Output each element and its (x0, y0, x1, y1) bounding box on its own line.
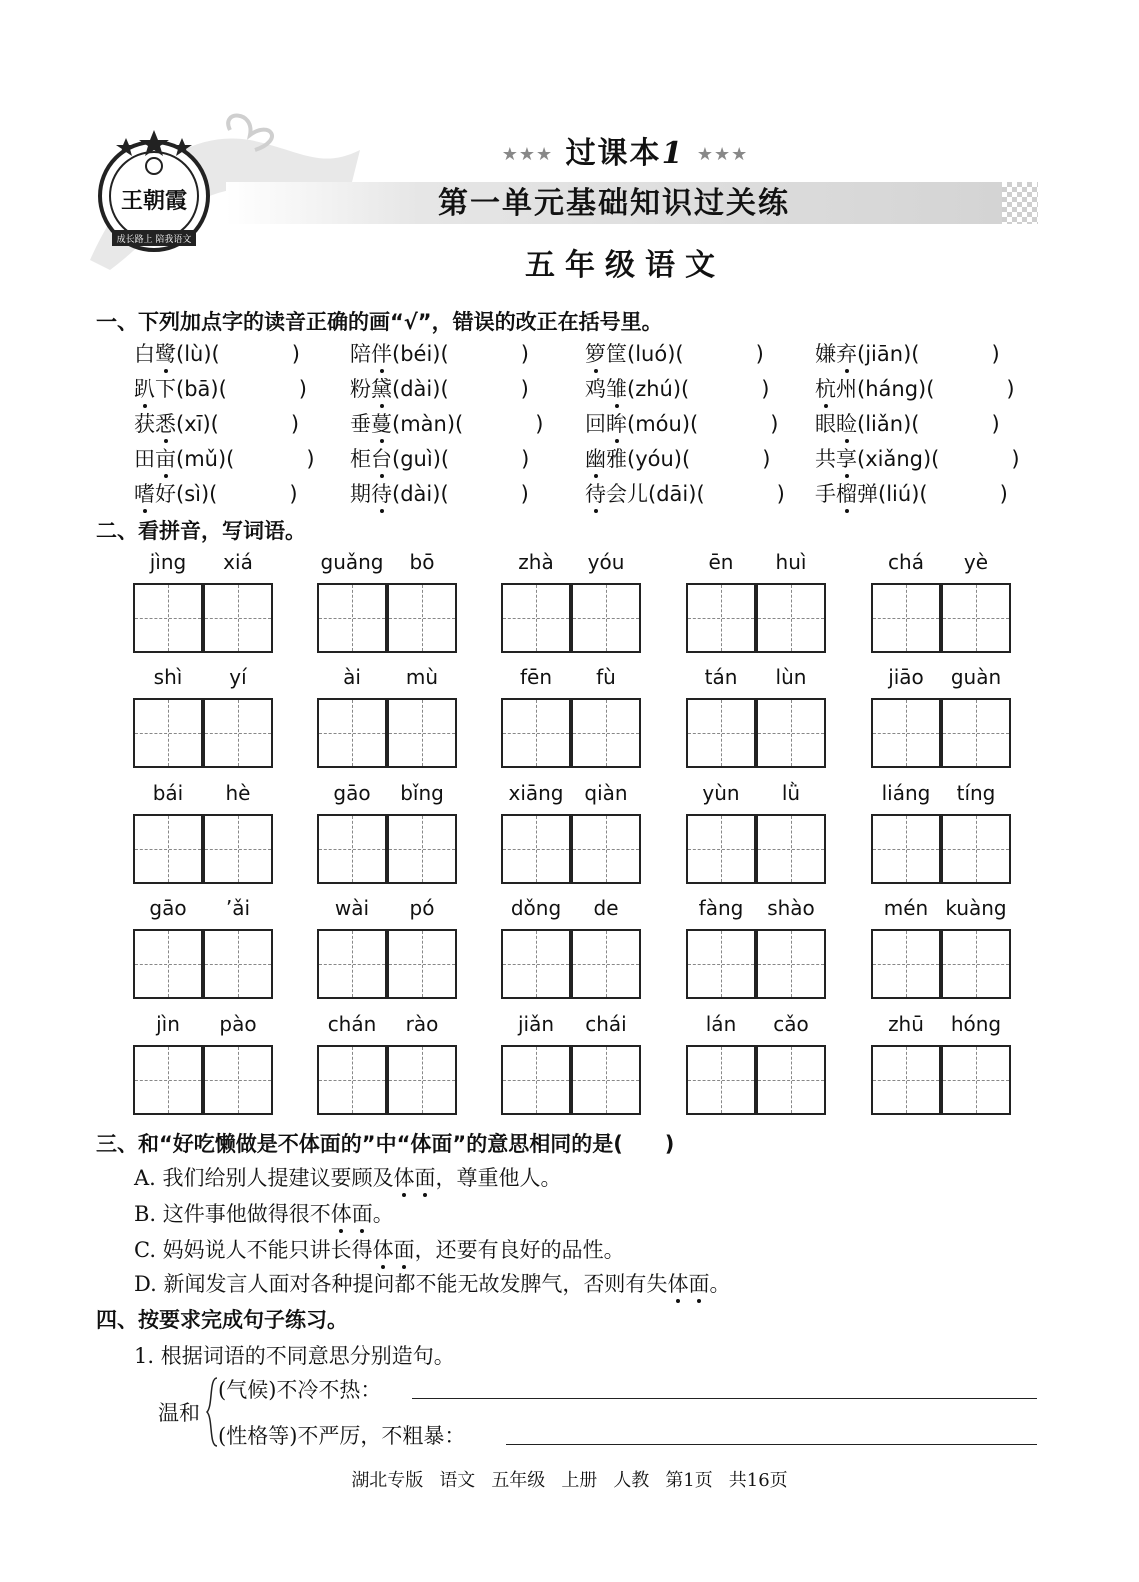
pinyin-label: ’ǎi (225, 896, 251, 920)
word-prefix: 期 (350, 482, 371, 506)
pinyin: guì (400, 447, 433, 471)
writing-box[interactable] (686, 583, 756, 653)
dotted-char: 趴 (134, 373, 155, 403)
pinyin-label: xiāng (508, 781, 564, 805)
writing-box[interactable] (571, 698, 641, 768)
writing-box[interactable] (133, 1045, 203, 1115)
pinyin: bā (184, 377, 211, 401)
dotted-word (373, 1238, 415, 1262)
writing-box[interactable] (571, 814, 641, 884)
dotted-char: 面 (688, 1268, 709, 1298)
brace-icon (205, 1376, 219, 1448)
word-prefix: 眼 (815, 412, 836, 436)
word-prefix: 田 (134, 447, 155, 471)
pinyin-label: yí (229, 665, 247, 689)
dotted-char: 雏 (606, 373, 627, 403)
star-icon: ★★★ (696, 144, 749, 165)
target-word: 温和 (158, 1401, 200, 1425)
meaning-2: (性格等)不严厉，不粗暴： (218, 1424, 466, 1448)
pinyin-item: 鸡雏(zhú)( ) (585, 373, 769, 403)
writing-box[interactable] (133, 698, 203, 768)
dotted-char: 悉 (155, 408, 176, 438)
pinyin-label: hè (225, 781, 251, 805)
dotted-char: 鹭 (155, 338, 176, 368)
dotted-char: 亩 (155, 443, 176, 473)
writing-box[interactable] (133, 929, 203, 999)
dotted-char: 箩 (585, 338, 606, 368)
pinyin-label: cǎo (773, 1012, 809, 1036)
pinyin-label: fēn (519, 665, 553, 689)
word-suffix: 好 (155, 482, 176, 506)
dotted-char: 体 (331, 1198, 352, 1228)
word-prefix: 鸡 (585, 377, 606, 401)
writing-box[interactable] (686, 814, 756, 884)
pinyin-label: pào (219, 1012, 257, 1036)
writing-box[interactable] (871, 1045, 941, 1115)
pinyin-label: fàng (698, 896, 744, 920)
writing-box[interactable] (501, 1045, 571, 1115)
pinyin-label: wài (334, 896, 370, 920)
word-suffix: 州 (836, 377, 857, 401)
dotted-char: 伴 (371, 338, 392, 368)
writing-box[interactable] (387, 1045, 457, 1115)
sentence-task-1: 1. 根据词语的不同意思分别造句。 (134, 1344, 455, 1368)
pinyin-label: liáng (881, 781, 931, 805)
section-4-heading: 四、按要求完成句子练习。 (96, 1308, 348, 1332)
dotted-char: 体 (373, 1234, 394, 1264)
logo-slogan: 成长路上 陪我语文 (116, 235, 192, 245)
writing-box[interactable] (941, 1045, 1011, 1115)
pinyin-label: fù (596, 665, 616, 689)
writing-box[interactable] (756, 929, 826, 999)
writing-box[interactable] (203, 1045, 273, 1115)
dotted-char: 蔓 (371, 408, 392, 438)
dotted-char: 体 (667, 1268, 688, 1298)
dotted-char: 弃 (836, 338, 857, 368)
pinyin-item: 期待(dài)( ) (350, 478, 529, 508)
pinyin: móu (635, 412, 682, 436)
dotted-char: 睑 (836, 408, 857, 438)
pinyin-label: mén (883, 896, 929, 920)
option-text: B. 这件事他做得很不 (134, 1202, 331, 1226)
writing-box[interactable] (501, 814, 571, 884)
pinyin-item: 田亩(mǔ)( ) (134, 443, 315, 473)
pinyin-label: bái (152, 781, 184, 805)
pinyin-label: jìn (156, 1012, 180, 1036)
meaning-1: (气候)不冷不热： (218, 1378, 382, 1402)
footer-item: 语文 (439, 1470, 476, 1491)
writing-box[interactable] (571, 929, 641, 999)
pinyin: liǎn (865, 412, 904, 436)
writing-box[interactable] (941, 814, 1011, 884)
dotted-char: 面 (394, 1234, 415, 1264)
pinyin-label: qiàn (584, 781, 628, 805)
writing-box[interactable] (387, 698, 457, 768)
pinyin-label: bǐng (400, 781, 444, 805)
pinyin-label: guàn (950, 665, 1002, 689)
option-text: D. 新闻发言人面对各种提问都不能无故发脾气，否则有失 (134, 1272, 668, 1296)
pinyin: dài (400, 482, 433, 506)
pinyin-label: bō (409, 550, 435, 574)
pinyin-label: mù (405, 665, 439, 689)
dotted-char: 待 (585, 478, 606, 508)
pinyin: liú (886, 482, 912, 506)
writing-box[interactable] (501, 583, 571, 653)
dotted-word (667, 1272, 709, 1296)
page-subtitle: 五年级语文 (525, 248, 725, 283)
publisher-logo (98, 128, 210, 258)
pinyin: lù (184, 342, 204, 366)
word-suffix: 弹 (857, 482, 878, 506)
word-prefix: 柜 (350, 447, 371, 471)
dotted-word (394, 1166, 436, 1190)
pinyin-label: kuàng (945, 896, 1007, 920)
answer-line-1[interactable] (412, 1398, 1037, 1399)
writing-box[interactable] (941, 929, 1011, 999)
pinyin: jiān (865, 342, 904, 366)
pinyin: háng (865, 377, 919, 401)
word-prefix: 回 (585, 412, 606, 436)
writing-box[interactable] (317, 929, 387, 999)
pinyin-item: 获悉(xī)( ) (134, 408, 299, 438)
pinyin-label: dǒng (510, 896, 562, 920)
pinyin-label: jiāo (888, 665, 924, 689)
writing-box[interactable] (203, 929, 273, 999)
pinyin: luó (635, 342, 668, 366)
pinyin-item: 白鹭(lù)( ) (134, 338, 300, 368)
writing-box[interactable] (317, 1045, 387, 1115)
pinyin: sì (184, 482, 201, 506)
pinyin-item: 垂蔓(màn)( ) (350, 408, 543, 438)
writing-box[interactable] (571, 1045, 641, 1115)
option-text-end: ，还要有良好的品性。 (414, 1238, 625, 1262)
pinyin-item: 嫌弃(jiān)( ) (815, 338, 1000, 368)
pinyin-label: lùn (775, 665, 807, 689)
checker-decoration (1002, 182, 1038, 224)
pinyin-item: 回眸(móu)( ) (585, 408, 778, 438)
word-prefix: 共 (815, 447, 836, 471)
pinyin-label: yóu (587, 550, 625, 574)
footer-item: 五年级 (491, 1470, 546, 1491)
pinyin: mǔ (184, 447, 218, 471)
pinyin-item: 柜台(guì)( ) (350, 443, 529, 473)
pinyin-item: 待会儿(dāi)( ) (585, 478, 785, 508)
writing-box[interactable] (501, 698, 571, 768)
series-title (470, 128, 780, 172)
word-suffix: 会儿 (606, 482, 648, 506)
dotted-char: 面 (415, 1162, 436, 1192)
pinyin: dài (400, 377, 433, 401)
pinyin-label: jiǎn (517, 1012, 555, 1036)
pinyin-label: tán (704, 665, 738, 689)
pinyin-label: shì (153, 665, 183, 689)
pinyin-label: gāo (333, 781, 371, 805)
writing-box[interactable] (317, 698, 387, 768)
pinyin-label: xiá (223, 550, 253, 574)
pinyin-label: chái (585, 1012, 627, 1036)
dotted-word (331, 1202, 373, 1226)
writing-box[interactable] (387, 814, 457, 884)
writing-box[interactable] (203, 583, 273, 653)
dotted-char: 体 (394, 1162, 415, 1192)
writing-box[interactable] (871, 929, 941, 999)
writing-box[interactable] (203, 814, 273, 884)
writing-box[interactable] (317, 814, 387, 884)
pinyin: dāi (656, 482, 689, 506)
choice-option[interactable] (134, 1162, 562, 1192)
footer-item: 共16页 (728, 1470, 788, 1491)
pinyin-item: 箩筐(luó)( ) (585, 338, 764, 368)
word-suffix: 雅 (606, 447, 627, 471)
writing-box[interactable] (756, 1045, 826, 1115)
pinyin-label: guǎng (320, 550, 384, 574)
writing-box[interactable] (387, 929, 457, 999)
pinyin-item: 共享(xiǎng)( ) (815, 443, 1020, 473)
pinyin: yóu (635, 447, 674, 471)
star-icon: ★★★ (501, 144, 554, 165)
pinyin: béi (400, 342, 433, 366)
pinyin-label: shào (767, 896, 815, 920)
pinyin-label: pó (409, 896, 435, 920)
dotted-char: 台 (371, 443, 392, 473)
writing-box[interactable] (871, 698, 941, 768)
pinyin-label: zhū (888, 1012, 924, 1036)
answer-line-2[interactable] (506, 1444, 1037, 1445)
pinyin-label: chá (888, 550, 924, 574)
writing-box[interactable] (756, 698, 826, 768)
writing-box[interactable] (871, 814, 941, 884)
dotted-char: 杭 (815, 373, 836, 403)
pinyin-label: yùn (702, 781, 740, 805)
section-3-heading: 三、和“好吃懒做是不体面的”中“体面”的意思相同的是( ) (96, 1132, 675, 1156)
pinyin-label: chán (327, 1012, 377, 1036)
word-prefix: 垂 (350, 412, 371, 436)
pinyin-label: de (593, 896, 619, 920)
writing-box[interactable] (686, 698, 756, 768)
option-text-end: 。 (709, 1272, 731, 1296)
word-prefix: 手 (815, 482, 836, 506)
word-prefix: 嫌 (815, 342, 836, 366)
section-2-heading: 二、看拼音，写词语。 (96, 519, 306, 543)
writing-box[interactable] (133, 814, 203, 884)
page-footer (0, 1466, 1139, 1492)
writing-box[interactable] (133, 583, 203, 653)
writing-box[interactable] (756, 583, 826, 653)
pinyin-label: hóng (950, 1012, 1002, 1036)
option-text-end: ，尊重他人。 (435, 1166, 562, 1190)
writing-box[interactable] (686, 929, 756, 999)
dotted-char: 待 (371, 478, 392, 508)
option-text: A. 我们给别人提建议要顾及 (134, 1166, 394, 1190)
pinyin-item: 陪伴(béi)( ) (350, 338, 529, 368)
writing-box[interactable] (756, 814, 826, 884)
section-1-heading: 一、下列加点字的读音正确的画“√”，错误的改正在括号里。 (96, 310, 663, 334)
pinyin-label: ài (343, 665, 361, 689)
word-prefix: 获 (134, 412, 155, 436)
writing-box[interactable] (387, 583, 457, 653)
logo-text: 王朝霞 (120, 188, 188, 214)
pinyin-item: 眼睑(liǎn)( ) (815, 408, 1000, 438)
pinyin-item: 幽雅(yóu)( ) (585, 443, 770, 473)
dotted-char: 面 (352, 1198, 373, 1228)
writing-box[interactable] (871, 583, 941, 653)
pinyin: xiǎng (865, 447, 923, 471)
page-title: 第一单元基础知识过关练 (438, 186, 790, 221)
dotted-char: 幽 (585, 443, 606, 473)
series-number: 1 (661, 136, 685, 171)
option-text: C. 妈妈说人不能只讲长得 (134, 1238, 373, 1262)
pinyin-item: 粉黛(dài)( ) (350, 373, 529, 403)
footer-item: 第1页 (665, 1470, 713, 1491)
option-text-end: 。 (372, 1202, 394, 1226)
dotted-char: 眸 (606, 408, 627, 438)
pinyin-item: 趴下(bā)( ) (134, 373, 307, 403)
dotted-char: 榴 (836, 478, 857, 508)
choice-option[interactable] (134, 1234, 625, 1264)
pinyin-label: gāo (149, 896, 187, 920)
dotted-char: 享 (836, 443, 857, 473)
writing-box[interactable] (941, 698, 1011, 768)
writing-box[interactable] (686, 1045, 756, 1115)
footer-item: 人教 (613, 1470, 650, 1491)
pinyin-label: huì (775, 550, 807, 574)
pinyin-label: tíng (956, 781, 996, 805)
pinyin-item: 手榴弹(liú)( ) (815, 478, 1008, 508)
word-suffix: 筐 (606, 342, 627, 366)
pinyin-item: 嗜好(sì)( ) (134, 478, 298, 508)
series-name: 过课本 (565, 136, 662, 171)
pinyin-item: 杭州(háng)( ) (815, 373, 1015, 403)
pinyin: zhú (635, 377, 673, 401)
pinyin-label: lǜ (781, 781, 801, 805)
pinyin-label: yè (963, 550, 989, 574)
word-prefix: 粉 (350, 377, 371, 401)
word-prefix: 陪 (350, 342, 371, 366)
writing-box[interactable] (571, 583, 641, 653)
pinyin-label: zhà (518, 550, 554, 574)
pinyin: xī (184, 412, 203, 436)
choice-option[interactable] (134, 1198, 394, 1228)
writing-box[interactable] (203, 698, 273, 768)
writing-box[interactable] (317, 583, 387, 653)
pinyin-label: lán (705, 1012, 737, 1036)
writing-box[interactable] (501, 929, 571, 999)
pinyin-label: jìng (149, 550, 187, 574)
word-suffix: 下 (155, 377, 176, 401)
writing-box[interactable] (941, 583, 1011, 653)
footer-item: 湖北专版 (351, 1470, 424, 1491)
dotted-char: 嗜 (134, 478, 155, 508)
pinyin-label: ēn (708, 550, 734, 574)
pinyin: màn (400, 412, 447, 436)
word-prefix: 白 (134, 342, 155, 366)
choice-option[interactable] (134, 1268, 730, 1298)
pinyin-label: rào (405, 1012, 439, 1036)
footer-item: 上册 (561, 1470, 598, 1491)
dotted-char: 黛 (371, 373, 392, 403)
